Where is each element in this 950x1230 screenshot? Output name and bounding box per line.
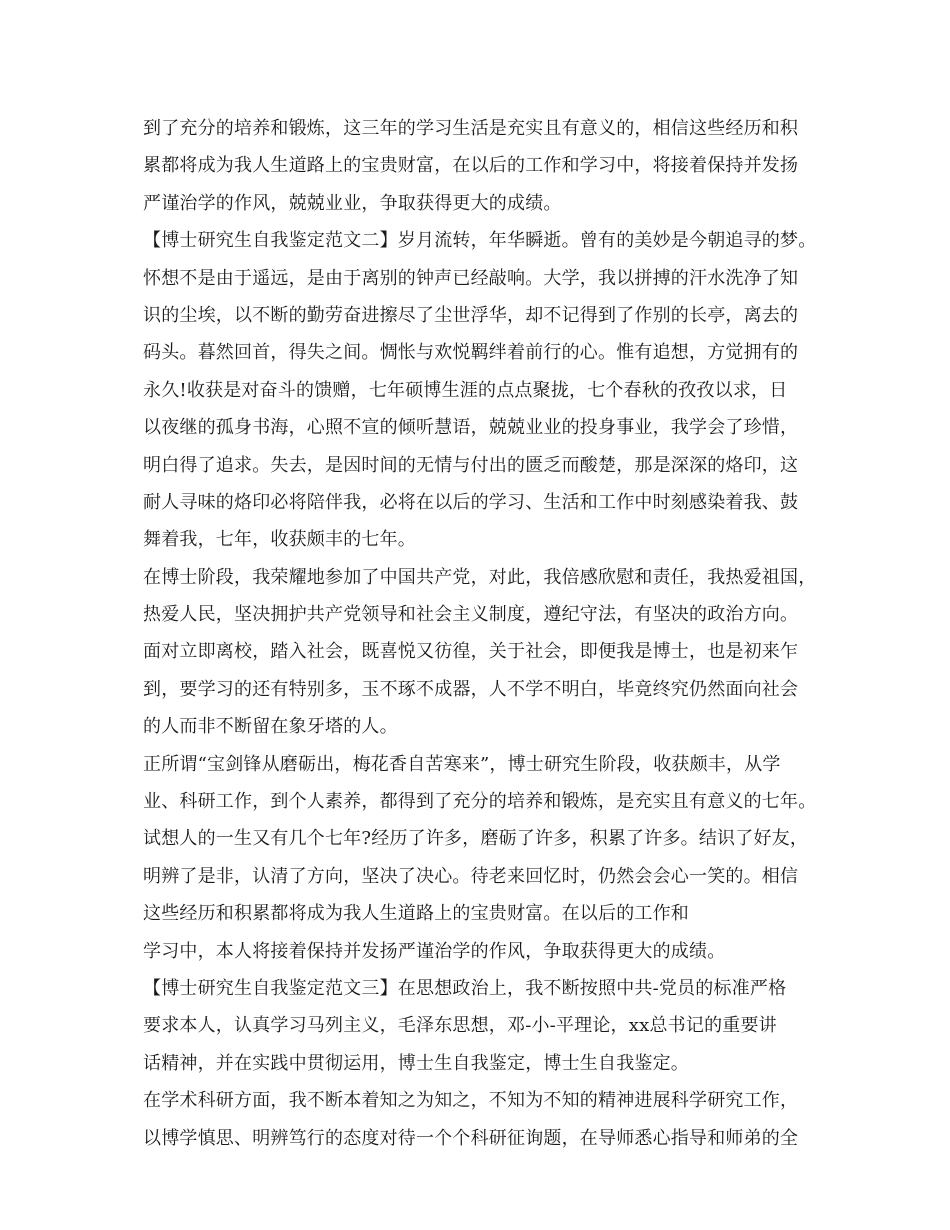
section-heading-line: 【博士研究生自我鉴定范文二】岁月流转，年华瞬逝。曾有的美妙是今朝追寻的梦。 (143, 230, 817, 252)
text-line: 识的尘埃，以不断的勤劳奋进擦尽了尘世浮华，却不记得到了作别的长亭，离去的 (143, 304, 799, 326)
text-line: 话精神，并在实践中贯彻运用，博士生自我鉴定，博士生自我鉴定。 (143, 1052, 689, 1074)
text-line: 累都将成为我人生道路上的宝贵财富，在以后的工作和学习中，将接着保持并发扬 (143, 155, 799, 177)
text-line: 明辨了是非，认清了方向，坚决了决心。待老来回忆时，仍然会会心一笑的。相信 (143, 865, 799, 887)
text-line: 以夜继的孤身书海，心照不宣的倾听慧语，兢兢业业的投身事业，我学会了珍惜， (143, 417, 799, 439)
text-line: 要求本人，认真学习马列主义，毛泽东思想，邓-小-平理论，xx总书记的重要讲 (143, 1015, 777, 1037)
text-line: 在博士阶段，我荣耀地参加了中国共产党，对此，我倍感欣慰和责任，我热爱祖国， (143, 566, 817, 588)
text-line: 码头。暮然回首，得失之间。惆怅与欢悦羁绊着前行的心。惟有追想，方觉拥有的 (143, 342, 799, 364)
text-line: 到，要学习的还有特别多，玉不琢不成器，人不学不明白，毕竟终究仍然面向社会 (143, 678, 799, 700)
text-line: 试想人的一生又有几个七年?经历了许多，磨砺了许多，积累了许多。结识了好友， (143, 828, 809, 850)
text-line: 以博学慎思、明辨笃行的态度对待一个个科研征询题，在导师悉心指导和师弟的全 (143, 1127, 799, 1149)
text-line: 舞着我，七年，收获颇丰的七年。 (143, 529, 416, 551)
text-line: 到了充分的培养和锻炼，这三年的学习生活是充实且有意义的，相信这些经历和积 (143, 118, 799, 139)
text-line: 学习中，本人将接着保持并发扬严谨治学的作风，争取获得更大的成绩。 (143, 940, 726, 962)
text-line: 面对立即离校，踏入社会，既喜悦又彷徨，关于社会，即便我是博士，也是初来乍 (143, 641, 799, 663)
text-line: 在学术科研方面，我不断本着知之为知之，不知为不知的精神进展科学研究工作， (143, 1090, 799, 1112)
document-body (143, 110, 817, 1157)
text-line: 严谨治学的作风，兢兢业业，争取获得更大的成绩。 (143, 192, 562, 214)
text-line: 永久!收获是对奋斗的馈赠，七年硕博生涯的点点聚拢，七个春秋的孜孜以求，日 (143, 379, 788, 401)
text-line: 这些经历和积累都将成为我人生道路上的宝贵财富。在以后的工作和 (143, 903, 689, 925)
text-line: 的人而非不断留在象牙塔的人。 (143, 716, 398, 738)
text-line: 明白得了追求。失去，是因时间的无情与付出的匮乏而酸楚，那是深深的烙印，这 (143, 454, 799, 476)
text-line: 热爱人民，坚决拥护共产党领导和社会主义制度，遵纪守法，有坚决的政治方向。 (143, 604, 799, 626)
text-line: 业、科研工作，到个人素养，都得到了充分的培养和锻炼，是充实且有意义的七年。 (143, 791, 817, 813)
text-line: 耐人寻味的烙印必将陪伴我，必将在以后的学习、生活和工作中时刻感染着我、鼓 (143, 491, 799, 513)
section-heading-line: 【博士研究生自我鉴定范文三】在思想政治上，我不断按照中共-党员的标准严格 (143, 977, 787, 999)
text-line: 怀想不是由于遥远，是由于离别的钟声已经敲响。大学，我以拼搏的汗水洗净了知 (143, 267, 799, 289)
text-line: 正所谓“宝剑锋从磨砺出，梅花香自苦寒来”，博士研究生阶段，收获颇丰，从学 (143, 753, 781, 775)
